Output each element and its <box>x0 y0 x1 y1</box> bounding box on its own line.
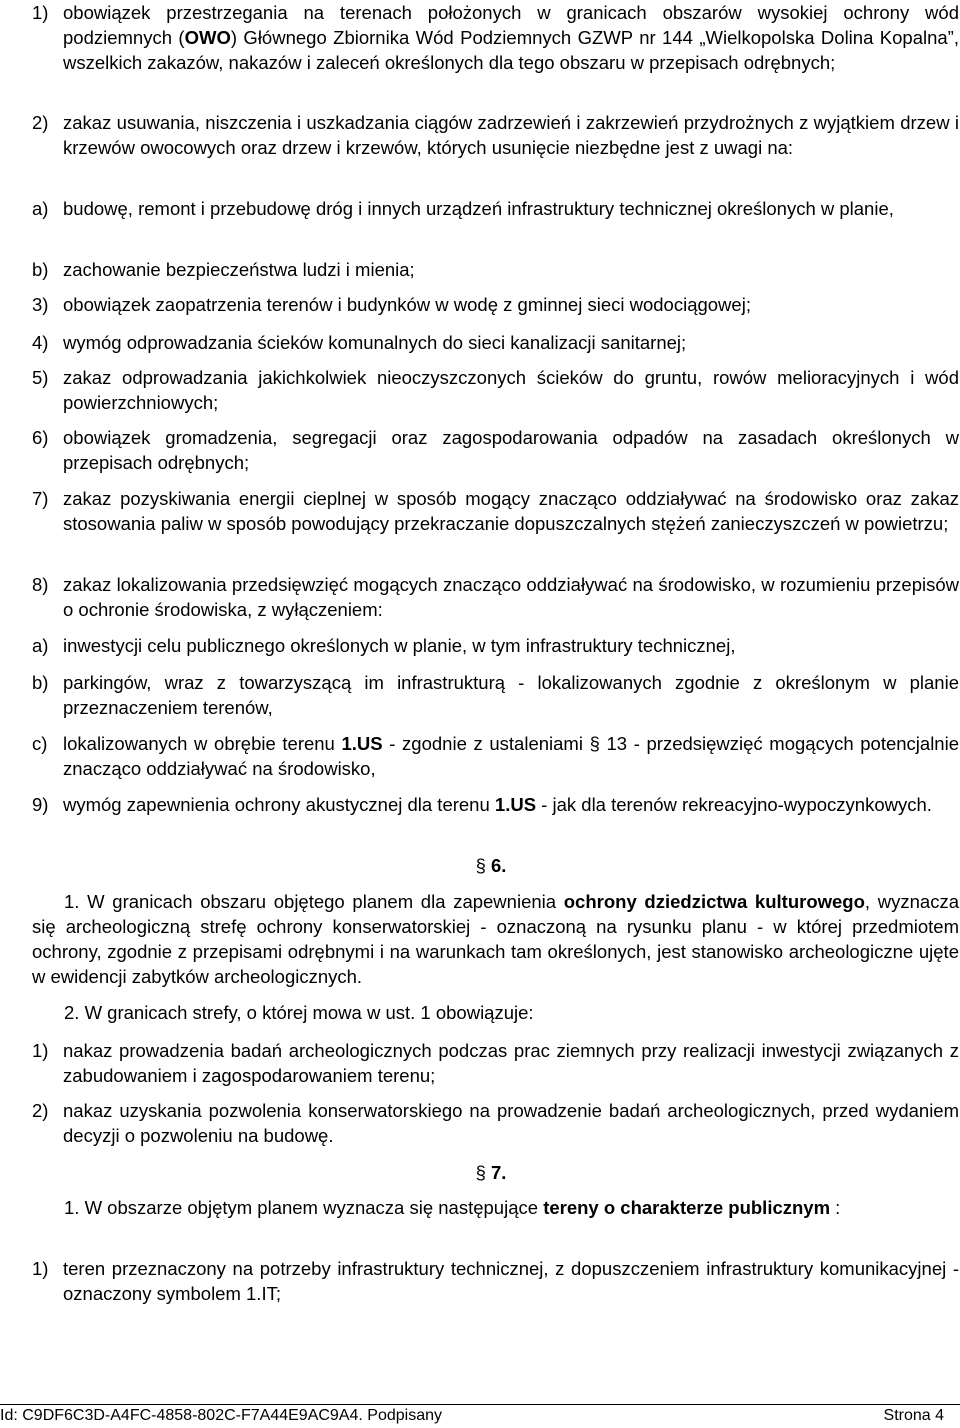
item-text: zakaz odprowadzania jakichkolwiek nieoczyszczonych ścieków do gruntu, rowów melioracyjnych i wód powierzchniowych; <box>63 367 959 413</box>
item-text: wymóg odprowadzania ścieków komunalnych do sieci kanalizacji sanitarnej; <box>63 332 687 353</box>
item-number: 2) <box>32 112 49 133</box>
sub-item-bold: 1.US <box>341 733 383 754</box>
sub-item-letter: a) <box>32 198 49 219</box>
sub-item-text: parkingów, wraz z towarzyszącą im infrastrukturą - lokalizowanych zgodnie z określonym w planie przeznaczeniem terenów, <box>63 672 959 718</box>
paragraph-text-tail: , wyznacza się archeologiczną strefę ochrony konserwatorskiej - oznaczoną na rysunku planu - w której przedmiotem ochrony, zgodnie z przepisami odrębnymi i na warunkach tam określonych, jest stanowisko archeologiczne ujęte w ewidencji zabytków archeologicznych. <box>32 891 959 987</box>
section-7-item-1 <box>32 1256 959 1306</box>
sub-item-2b <box>32 257 959 282</box>
item-text: obowiązek gromadzenia, segregacji oraz zagospodarowania odpadów na zasadach określonych w przepisach odrębnych; <box>63 427 959 473</box>
sub-item-text: budowę, remont i przebudowę dróg i innych urządzeń infrastruktury technicznej określonych w planie, <box>63 198 894 219</box>
item-text: nakaz uzyskania pozwolenia konserwatorskiego na prowadzenie badań archeologicznych, przed wydaniem decyzji o pozwoleniu na budowę. <box>63 1100 959 1146</box>
list-item-2 <box>32 110 959 160</box>
item-text: zakaz pozyskiwania energii cieplnej w sposób mogący znacząco oddziaływać na środowisko oraz zakaz stosowania paliw w sposób powodujący przekraczanie dopuszczalnych stężeń zanieczyszczeń w powietrzu; <box>63 488 959 534</box>
list-item-7 <box>32 486 959 536</box>
sub-item-8c <box>32 731 959 781</box>
sub-item-text: zachowanie bezpieczeństwa ludzi i mienia; <box>63 259 415 280</box>
paragraph-text: 1. W granicach obszaru objętego planem dla zapewnienia <box>64 891 564 912</box>
list-item-4 <box>32 330 959 355</box>
item-text: zakaz lokalizowania przedsięwzięć mogących znacząco oddziaływać na środowisko, w rozumieniu przepisów o ochronie środowiska, z wyłączeniem: <box>63 574 959 620</box>
paragraph-text: 1. W obszarze objętym planem wyznacza się następujące <box>64 1197 544 1218</box>
item-number: 8) <box>32 574 49 595</box>
sub-item-letter: c) <box>32 733 48 754</box>
item-text-tail: ) Głównego Zbiornika Wód Podziemnych GZWP nr 144 „Wielkopolska Dolina Kopalna”, wszelkich zakazów, nakazów i zaleceń określonych dla tego obszaru w przepisach odrębnych; <box>63 27 959 73</box>
item-number: 2) <box>32 1100 49 1121</box>
item-number: 1) <box>32 1258 49 1279</box>
paragraph-text-tail: : <box>830 1197 841 1218</box>
item-text: obowiązek przestrzegania na terenach położonych w granicach obszarów wysokiej ochrony wód podziemnych ( <box>63 2 959 48</box>
page-number: Strona 4 <box>883 1407 944 1424</box>
item-bold: 1.US <box>494 794 537 815</box>
document-id: Id: C9DF6C3D-A4FC-4858-802C-F7A44E9AC9A4. Podpisany <box>0 1407 442 1424</box>
section-heading-6 <box>0 853 960 878</box>
list-item-9 <box>32 792 959 817</box>
list-item-6 <box>32 425 959 475</box>
item-text: teren przeznaczony na potrzeby infrastruktury technicznej, z dopuszczeniem infrastruktury komunikacyjnej - oznaczony symbolem 1.IT; <box>63 1258 959 1304</box>
item-number: 7) <box>32 488 49 509</box>
sub-item-8b <box>32 670 959 720</box>
item-number: 1) <box>32 1040 49 1061</box>
sub-item-text: inwestycji celu publicznego określonych w planie, w tym infrastruktury technicznej, <box>63 635 736 656</box>
item-number: 6) <box>32 427 49 448</box>
paragraph-bold: ochrony dziedzictwa kulturowego <box>563 891 865 912</box>
item-number: 9) <box>32 794 49 815</box>
item-number: 5) <box>32 367 49 388</box>
section-6-paragraph-2: 2. W granicach strefy, o której mowa w ust. 1 obowiązuje: <box>64 1002 534 1023</box>
section-6-paragraph-1 <box>32 889 959 989</box>
item-number: 1) <box>32 2 49 23</box>
item-number: 4) <box>32 332 49 353</box>
item-text: nakaz prowadzenia badań archeologicznych podczas prac ziemnych przy realizacji inwestycji związanych z zabudowaniem i zagospodarowaniem terenu; <box>63 1040 959 1086</box>
section-6-item-2 <box>32 1098 959 1148</box>
paragraph-sign: § <box>475 1162 486 1183</box>
sub-item-letter: b) <box>32 672 49 693</box>
list-item-3 <box>32 292 959 317</box>
section-number: 6. <box>491 855 507 876</box>
item-text: obowiązek zaopatrzenia terenów i budynków w wodę z gminnej sieci wodociągowej; <box>63 294 751 315</box>
paragraph-sign: § <box>475 855 486 876</box>
section-6-item-1 <box>32 1038 959 1088</box>
list-item-5 <box>32 365 959 415</box>
section-number: 7. <box>491 1162 507 1183</box>
sub-item-letter: a) <box>32 635 49 656</box>
item-text-tail: - jak dla terenów rekreacyjno-wypoczynkowych. <box>536 794 932 815</box>
sub-item-letter: b) <box>32 259 49 280</box>
item-text: zakaz usuwania, niszczenia i uszkadzania ciągów zadrzewień i zakrzewień przydrożnych z wyjątkiem drzew i krzewów owocowych oraz drzew i krzewów, których usunięcie niezbędne jest z uwagi na: <box>63 112 959 158</box>
sub-item-8a <box>32 633 959 658</box>
sub-item-text-tail: - zgodnie z ustaleniami § 13 - przedsięwzięć mogących potencjalnie znacząco oddziaływać na środowisko, <box>63 733 959 779</box>
sub-item-2a <box>32 196 959 221</box>
sub-item-text: lokalizowanych w obrębie terenu <box>63 733 342 754</box>
paragraph-bold: tereny o charakterze publicznym <box>543 1197 831 1218</box>
item-number: 3) <box>32 294 49 315</box>
list-item-8 <box>32 572 959 622</box>
section-7-paragraph-1 <box>32 1195 959 1220</box>
list-item-1 <box>32 0 959 75</box>
section-heading-7 <box>0 1160 960 1185</box>
item-text: wymóg zapewnienia ochrony akustycznej dla terenu <box>63 794 495 815</box>
item-bold-text: OWO <box>184 27 231 48</box>
